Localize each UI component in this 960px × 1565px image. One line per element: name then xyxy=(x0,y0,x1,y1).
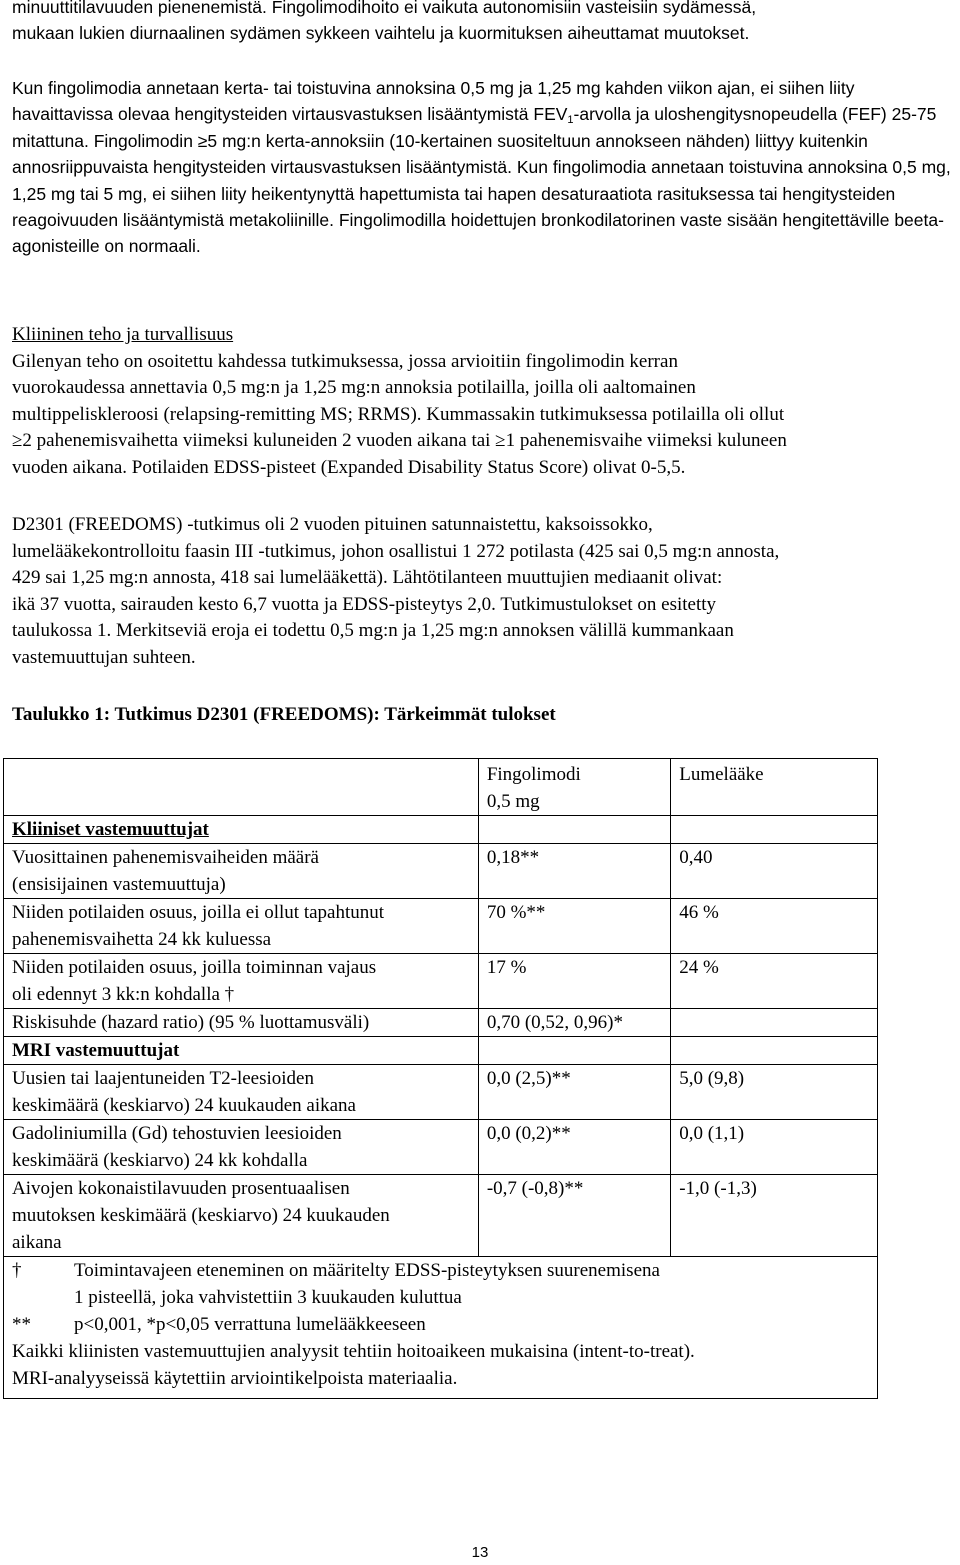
cell-fingolimod: -0,7 (-0,8)** xyxy=(478,1175,670,1257)
cell-placebo: -1,0 (-1,3) xyxy=(671,1175,878,1257)
cell-placebo: 24 % xyxy=(671,954,878,1009)
footnote-mri: MRI-analyyseissä käytettiin arviointikelpoista materiaalia. xyxy=(12,1368,458,1389)
table-caption: Taulukko 1: Tutkimus D2301 (FREEDOMS): Tärkeimmät tulokset xyxy=(12,704,556,725)
cell-fingolimod: 0,0 (0,2)** xyxy=(478,1120,670,1175)
paragraph-respiratory xyxy=(12,75,952,260)
double-star-symbol: ** xyxy=(12,1314,31,1335)
paragraph-line: mukaan lukien diurnaalinen sydämen sykkeen vaihtelu ja kuormituksen aiheuttamat muutokset. xyxy=(12,23,750,44)
table-row xyxy=(4,1120,878,1175)
section-heading: Kliininen teho ja turvallisuus xyxy=(12,324,234,345)
table-cell-empty xyxy=(4,759,479,816)
cell-placebo: 5,0 (9,8) xyxy=(671,1065,878,1120)
paragraph-line: taulukossa 1. Merkitseviä eroja ei todettu 0,5 mg:n ja 1,25 mg:n annoksen välillä kummankaan xyxy=(12,620,734,641)
footnote-line: Toimintavajeen eteneminen on määritelty EDSS-pisteytyksen suurenemisena xyxy=(74,1260,660,1281)
column-header-line: Fingolimodi xyxy=(486,764,581,785)
paragraph-line: Gilenyan teho on osoitettu kahdessa tutkimuksessa, jossa arvioitiin fingolimodin kerran xyxy=(12,350,678,372)
paragraph-text: Kun fingolimodia annetaan kerta- tai toistuvina annoksina 0,5 mg ja 1,25 mg kahden viikon ajan, ei siihen liity havaittavissa olevaa hengitysteiden virtausvastuksen lisääntymistä FEV xyxy=(12,78,855,125)
cell-placebo: 0,40 xyxy=(671,844,878,899)
table-row xyxy=(4,844,878,899)
row-label-line: Gadoliniumilla (Gd) tehostuvien leesioiden xyxy=(12,1123,342,1144)
row-label xyxy=(4,1009,479,1037)
cell-fingolimod: 0,70 (0,52, 0,96)* xyxy=(478,1009,670,1037)
row-label xyxy=(4,1175,479,1257)
results-table xyxy=(3,758,878,1399)
cell-fingolimod: 0,18** xyxy=(478,844,670,899)
row-label-line: aikana xyxy=(12,1232,62,1253)
table-cell-empty xyxy=(671,1037,878,1065)
row-label-line: Vuosittainen pahenemisvaiheiden määrä xyxy=(12,847,319,868)
row-label xyxy=(4,1120,479,1175)
table-cell-empty xyxy=(478,1037,670,1065)
section-efficacy xyxy=(12,322,952,481)
table-row xyxy=(4,1065,878,1120)
footnote-line: 1 pisteellä, joka vahvistettiin 3 kuukauden kuluttua xyxy=(74,1287,462,1308)
cell-placebo: 0,0 (1,1) xyxy=(671,1120,878,1175)
footnote-itt: Kaikki kliinisten vastemuuttujien analyysit tehtiin hoitoaikeen mukaisina (intent-to-treat). xyxy=(12,1341,695,1362)
row-label-line: oli edennyt 3 kk:n kohdalla † xyxy=(12,984,235,1005)
row-label-line: Niiden potilaiden osuus, joilla ei ollut tapahtunut xyxy=(12,902,385,923)
page-number: 13 xyxy=(471,1544,489,1561)
column-header-line: 0,5 mg xyxy=(486,791,540,812)
section-label-clinical: Kliiniset vastemuuttujat xyxy=(4,816,479,844)
paragraph-line: minuuttitilavuuden pienenemistä. Fingolimodihoito ei vaikuta autonomisiin vasteisiin sydämessä, xyxy=(12,0,757,17)
cell-fingolimod: 70 %** xyxy=(478,899,670,954)
paragraph-text: -arvolla ja uloshengitysnopeudella (FEF) 25-75 mitattuna. Fingolimodin ≥5 mg:n kerta-annoksiin (10-kertainen suositeltuun annokseen nähden) liittyy kuitenkin annosriippuvaista hengitysteiden virtausvastuksen lisääntymistä. Kun fingolimodia annetaan toistuvina annoksina 0,5 mg, 1,25 mg tai 5 mg, ei siihen liity heikentynyttä hapettumista tai hapen desaturaatiota rasituksessa tai hengitysteiden reagoivuuden lisääntymistä metakoliinille. Fingolimodilla hoidettujen bronkodilatorinen vaste sisään hengitettäville beeta-agonisteille on normaali. xyxy=(12,104,951,257)
row-label-line: Uusien tai laajentuneiden T2-leesioiden xyxy=(12,1068,314,1089)
row-label-line: Aivojen kokonaistilavuuden prosentuaalisen xyxy=(12,1178,350,1199)
paragraph-line: multippeliskleroosi (relapsing-remitting MS; RRMS). Kummassakin tutkimuksessa potilailla oli ollut xyxy=(12,403,785,425)
table-section-row xyxy=(4,1037,878,1065)
cell-placebo: 46 % xyxy=(671,899,878,954)
table-row xyxy=(4,1009,878,1037)
table-row xyxy=(4,899,878,954)
paragraph-autonomic xyxy=(12,0,952,47)
footnote-dagger xyxy=(12,1257,869,1311)
row-label xyxy=(4,844,479,899)
cell-placebo xyxy=(671,1009,878,1037)
column-header-fingolimod xyxy=(478,759,670,816)
table-footnotes-row xyxy=(4,1257,878,1399)
row-label-line: Niiden potilaiden osuus, joilla toiminnan vajaus xyxy=(12,957,377,978)
paragraph-line: vastemuuttujan suhteen. xyxy=(12,646,196,668)
table-row xyxy=(4,954,878,1009)
paragraph-line: lumelääkekontrolloitu faasin III -tutkimus, johon osallistui 1 272 potilasta (425 sai 0,5 mg:n annosta, xyxy=(12,540,780,562)
paragraph-line: ikä 37 vuotta, sairauden kesto 6,7 vuotta ja EDSS-pisteytys 2,0. Tutkimustulokset on esitetty xyxy=(12,593,717,615)
footnote-line: p<0,001, *p<0,05 verrattuna lumelääkkeeseen xyxy=(74,1314,426,1335)
row-label-line: (ensisijainen vastemuuttuja) xyxy=(12,874,226,895)
row-label-line: Riskisuhde (hazard ratio) (95 % luottamusväli) xyxy=(12,1012,370,1033)
dagger-symbol: † xyxy=(12,1260,22,1281)
column-header-placebo: Lumelääke xyxy=(671,759,878,816)
table-row xyxy=(4,1175,878,1257)
row-label xyxy=(4,954,479,1009)
table-footnotes xyxy=(4,1257,878,1399)
footnote-text xyxy=(74,1257,660,1311)
cell-fingolimod: 17 % xyxy=(478,954,670,1009)
subscript: 1 xyxy=(567,114,574,127)
row-label-line: keskimäärä (keskiarvo) 24 kk kohdalla xyxy=(12,1150,308,1171)
paragraph-line: ≥2 pahenemisvaihetta viimeksi kuluneiden 2 vuoden aikana tai ≥1 pahenemisvaihe viimeksi kuluneen xyxy=(12,430,787,451)
row-label-line: pahenemisvaihetta 24 kk kuluessa xyxy=(12,929,272,950)
row-label-line: keskimäärä (keskiarvo) 24 kuukauden aikana xyxy=(12,1095,356,1116)
section-freedoms xyxy=(12,512,952,671)
paragraph-line: vuoden aikana. Potilaiden EDSS-pisteet (Expanded Disability Status Score) olivat 0-5,5. xyxy=(12,456,686,478)
footnote-significance xyxy=(12,1311,869,1338)
paragraph-line: D2301 (FREEDOMS) -tutkimus oli 2 vuoden pituinen satunnaistettu, kaksoissokko, xyxy=(12,514,653,535)
table-section-row xyxy=(4,816,878,844)
row-label xyxy=(4,1065,479,1120)
table-cell-empty xyxy=(671,816,878,844)
paragraph-line: vuorokaudessa annettavia 0,5 mg:n ja 1,25 mg:n annoksia potilailla, joilla oli aaltomainen xyxy=(12,377,696,398)
section-label-mri: MRI vastemuuttujat xyxy=(4,1037,479,1065)
paragraph-line: 429 sai 1,25 mg:n annosta, 418 sai lumelääkettä). Lähtötilanteen muuttujien mediaanit olivat: xyxy=(12,567,723,588)
row-label xyxy=(4,899,479,954)
table-cell-empty xyxy=(478,816,670,844)
table-header-row xyxy=(4,759,878,816)
row-label-line: muutoksen keskimäärä (keskiarvo) 24 kuukauden xyxy=(12,1205,390,1226)
cell-fingolimod: 0,0 (2,5)** xyxy=(478,1065,670,1120)
